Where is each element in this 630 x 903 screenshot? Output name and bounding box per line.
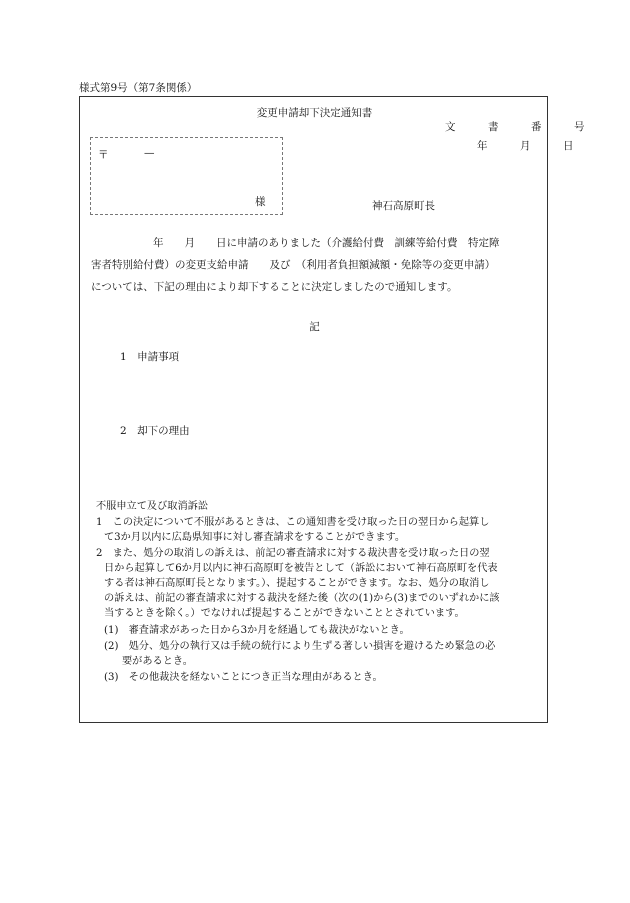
- notice-frame: [79, 96, 596, 723]
- appeal-paragraph-1-cont: て3か月以内に広島県知事に対し審査請求をすることができます。: [104, 532, 406, 543]
- body-line-2: 害者特別給付費）の変更支給申請 及び （利用者負担額減額・免除等の変更申請）: [91, 259, 496, 271]
- issuer: 神石高原町長: [372, 200, 435, 212]
- appeal-heading: 不服申立て及び取消訴訟: [96, 501, 209, 512]
- appeal-paragraph-2-cont: の訴えは、前記の審査請求に対する裁決を経た後（次の(1)から(3)までのいずれかに該: [104, 593, 500, 604]
- date-line: 年 月 日: [477, 140, 585, 152]
- item-application: 1 申請事項: [120, 351, 180, 363]
- item-rejection-reason: 2 却下の理由: [120, 425, 190, 437]
- appeal-paragraph-2-cont: する者は神石高原町長となります。）、提起することができます。なお、処分の取消し: [104, 578, 490, 589]
- appeal-subitem-2: (2) 処分、処分の執行又は手続の続行により生ずる著しい損害を避けるため緊急の必: [104, 641, 496, 652]
- appeal-subitem-3: (3) その他裁決を経ないことにつき正当な理由があるとき。: [104, 672, 383, 683]
- appeal-paragraph-1: 1 この決定について不服があるときは、この通知書を受け取った日の翌日から起算し: [96, 517, 490, 528]
- form-number: 様式第9号（第7条関係）: [79, 82, 198, 94]
- appeal-subitem-2-cont: 要があるとき。: [122, 656, 193, 667]
- address-box: [90, 137, 283, 215]
- postal-dash: —: [144, 147, 155, 159]
- ki-heading: 記: [309, 321, 320, 333]
- body-line-3: については、下記の理由により却下することに決定しましたので通知します。: [91, 281, 458, 293]
- appeal-paragraph-2: 2 また、処分の取消しの訴えは、前記の審査請求に対する裁決書を受け取った日の翌: [96, 548, 490, 559]
- appeal-subitem-1: (1) 審査請求があった日から3か月を経過しても裁決がないとき。: [104, 625, 410, 636]
- body-line-1: 年 月 日に申請のありました（介護給付費 訓練等給付費 特定障: [153, 237, 500, 249]
- addressee-honorific: 様: [255, 196, 266, 208]
- document-title: 変更申請却下決定通知書: [256, 107, 373, 119]
- appeal-paragraph-2-cont: 日から起算して6か月以内に神石高原町を被告として（訴訟において神石高原町を代表: [104, 563, 498, 574]
- document-number-label: 文 書 番 号: [445, 121, 596, 133]
- appeal-paragraph-2-cont: 当するときを除く。）でなければ提起することができないこととされています。: [104, 608, 465, 619]
- postal-mark: 〒: [98, 149, 109, 161]
